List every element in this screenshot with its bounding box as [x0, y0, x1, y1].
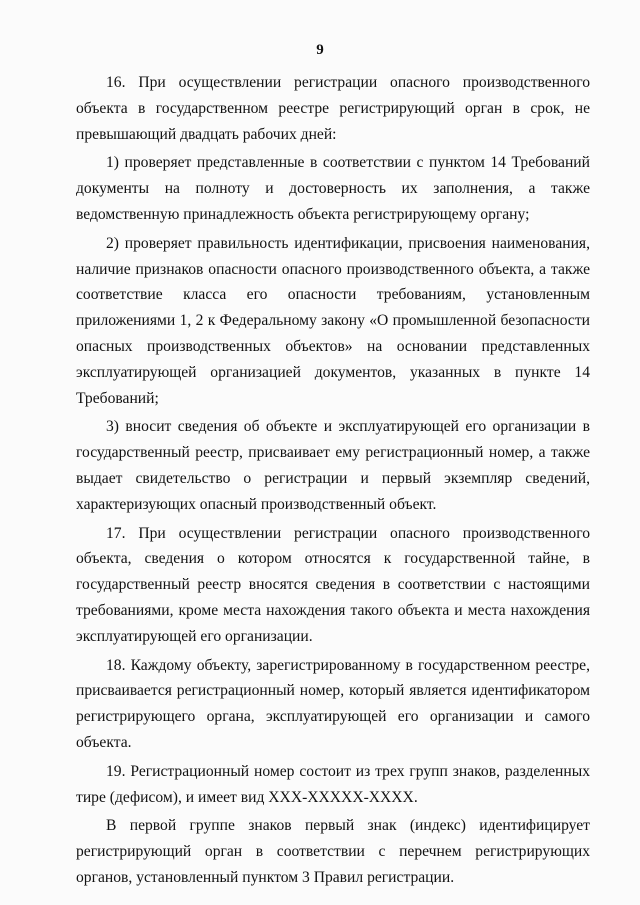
paragraph-16-item-2: 2) проверяет правильность идентификации, присвоения наименования, наличие признаков опасности опасного производственного объекта, а также соответствие класса его опасности требованиям, установленным приложениями 1, 2 к Федеральному закону «О промышленной безопасности опасных производственных объектов» на основании представленных эксплуатирующей организацией документов, указанных в пункте 14 Требований;: [76, 234, 590, 407]
paragraph-18: 18. Каждому объекту, зарегистрированному в государственном реестре, присваивается регистрационный номер, который является идентификатором регистрирующего органа, эксплуатирующей его организации и самого объекта.: [76, 656, 590, 751]
paragraph-17: 17. При осуществлении регистрации опасного производственного объекта, сведения о котором относятся к государственной тайне, в государственный реестр вносятся сведения в соответствии с настоящими требованиями, кроме места нахождения такого объекта и места нахождения эксплуатирующей его организации.: [76, 524, 590, 645]
paragraph-16-item-3: 3) вносит сведения об объекте и эксплуатирующей его организации в государственный реестр, присваивает ему регистрационный номер, а также выдает свидетельство о регистрации и первый экземпляр сведений, характеризующих опасный производственный объект.: [76, 418, 590, 513]
paragraph-19-continuation: В первой группе знаков первый знак (индекс) идентифицирует регистрирующий орган в соответствии с перечнем регистрирующих органов, установленный пунктом 3 Правил регистрации.: [76, 817, 590, 886]
document-body: [76, 70, 590, 891]
page-number: 9: [316, 42, 324, 58]
paragraph-19: 19. Регистрационный номер состоит из трех групп знаков, разделенных тире (дефисом), и имеет вид ХХХ-ХХХХХ-ХХХХ.: [76, 762, 590, 806]
paragraph-16-item-1: 1) проверяет представленные в соответствии с пунктом 14 Требований документы на полноту и достоверность их заполнения, а также ведомственную принадлежность объекта регистрирующему органу;: [76, 154, 590, 223]
paragraph-16: 16. При осуществлении регистрации опасного производственного объекта в государственном реестре регистрирующий орган в срок, не превышающий двадцать рабочих дней:: [76, 74, 590, 143]
